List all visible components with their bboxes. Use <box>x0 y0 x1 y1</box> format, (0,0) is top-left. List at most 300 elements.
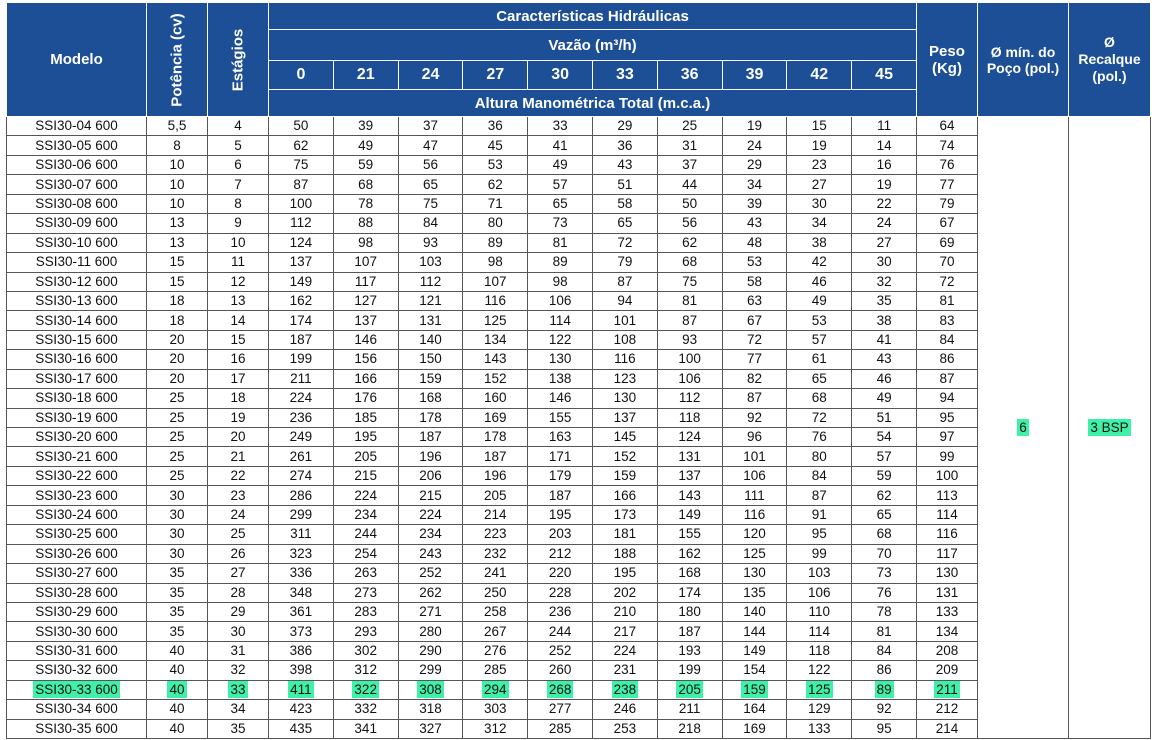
cell-altura-30: 285 <box>528 719 593 738</box>
cell-altura-27-highlight: 294 <box>484 681 507 697</box>
cell-altura-21: 98 <box>333 233 398 252</box>
cell-modelo-highlight: SSI30-33 600 <box>35 681 118 697</box>
cell-potencia: 40 <box>147 641 208 660</box>
cell-altura-27: 107 <box>463 272 528 291</box>
cell-altura-42: 106 <box>787 583 852 602</box>
cell-altura-42: 110 <box>787 602 852 621</box>
cell-altura-45: 38 <box>852 311 917 330</box>
header-recalque-line3: (pol.) <box>1092 68 1127 84</box>
cell-altura-45: 24 <box>852 214 917 233</box>
cell-potencia: 35 <box>147 602 208 621</box>
cell-altura-24: 299 <box>398 661 463 680</box>
cell-altura-39: 116 <box>722 505 787 524</box>
header-flow-0: 0 <box>269 61 334 90</box>
cell-altura-30: 228 <box>528 583 593 602</box>
cell-altura-24: 280 <box>398 622 463 641</box>
cell-altura-30: 41 <box>528 136 593 155</box>
cell-altura-36: 25 <box>657 117 722 136</box>
cell-altura-33: 188 <box>592 544 657 563</box>
cell-altura-27: 285 <box>463 661 528 680</box>
cell-peso: 97 <box>916 428 977 447</box>
cell-altura-45-highlight: 89 <box>876 681 892 697</box>
cell-altura-27: 178 <box>463 428 528 447</box>
cell-modelo: SSI30-13 600 <box>7 291 147 310</box>
cell-altura-45: 51 <box>852 408 917 427</box>
cell-modelo: SSI30-05 600 <box>7 136 147 155</box>
cell-estagios: 23 <box>208 486 269 505</box>
cell-potencia: 35 <box>147 583 208 602</box>
cell-altura-24: 243 <box>398 544 463 563</box>
cell-altura-0: 236 <box>269 408 334 427</box>
cell-altura-42: 53 <box>787 311 852 330</box>
cell-altura-45: 11 <box>852 117 917 136</box>
cell-altura-0: 87 <box>269 175 334 194</box>
cell-altura-27: 62 <box>463 175 528 194</box>
cell-altura-27: 134 <box>463 330 528 349</box>
cell-potencia: 40 <box>147 719 208 738</box>
header-potencia <box>147 3 208 117</box>
cell-altura-24: 290 <box>398 641 463 660</box>
cell-altura-45: 92 <box>852 700 917 719</box>
cell-altura-36: 199 <box>657 661 722 680</box>
cell-altura-39: 82 <box>722 369 787 388</box>
cell-altura-33 <box>592 680 657 699</box>
cell-recalque <box>1068 117 1150 739</box>
cell-altura-33: 43 <box>592 155 657 174</box>
cell-potencia: 20 <box>147 369 208 388</box>
cell-altura-45: 70 <box>852 544 917 563</box>
cell-peso: 212 <box>916 700 977 719</box>
cell-peso: 84 <box>916 330 977 349</box>
cell-altura-36: 106 <box>657 369 722 388</box>
cell-altura-0: 286 <box>269 486 334 505</box>
header-altura: Altura Manométrica Total (m.c.a.) <box>269 90 917 117</box>
cell-altura-36: 193 <box>657 641 722 660</box>
cell-altura-42: 72 <box>787 408 852 427</box>
cell-altura-24: 252 <box>398 564 463 583</box>
cell-altura-24: 131 <box>398 311 463 330</box>
cell-altura-45: 43 <box>852 350 917 369</box>
cell-altura-21: 127 <box>333 291 398 310</box>
cell-modelo: SSI30-20 600 <box>7 428 147 447</box>
cell-altura-39: 39 <box>722 194 787 213</box>
cell-altura-0: 199 <box>269 350 334 369</box>
cell-altura-33: 166 <box>592 486 657 505</box>
cell-potencia: 25 <box>147 389 208 408</box>
cell-estagios: 11 <box>208 253 269 272</box>
cell-altura-30 <box>528 680 593 699</box>
cell-altura-39: 154 <box>722 661 787 680</box>
cell-potencia: 35 <box>147 622 208 641</box>
cell-altura-21-highlight: 322 <box>354 681 377 697</box>
cell-altura-24: 234 <box>398 525 463 544</box>
cell-potencia: 25 <box>147 428 208 447</box>
cell-altura-42: 57 <box>787 330 852 349</box>
cell-altura-27: 258 <box>463 602 528 621</box>
cell-altura-36: 131 <box>657 447 722 466</box>
cell-altura-36: 37 <box>657 155 722 174</box>
cell-potencia: 13 <box>147 233 208 252</box>
cell-altura-21: 59 <box>333 155 398 174</box>
cell-altura-30: 81 <box>528 233 593 252</box>
cell-modelo: SSI30-22 600 <box>7 466 147 485</box>
cell-altura-45: 32 <box>852 272 917 291</box>
cell-altura-45: 46 <box>852 369 917 388</box>
cell-altura-24: 121 <box>398 291 463 310</box>
cell-modelo <box>7 680 147 699</box>
cell-modelo: SSI30-12 600 <box>7 272 147 291</box>
cell-altura-39: 87 <box>722 389 787 408</box>
cell-altura-24: 318 <box>398 700 463 719</box>
cell-altura-42: 49 <box>787 291 852 310</box>
cell-estagios: 27 <box>208 564 269 583</box>
cell-estagios: 19 <box>208 408 269 427</box>
cell-altura-27 <box>463 680 528 699</box>
cell-altura-45: 19 <box>852 175 917 194</box>
cell-altura-21: 117 <box>333 272 398 291</box>
cell-modelo: SSI30-17 600 <box>7 369 147 388</box>
cell-potencia: 13 <box>147 214 208 233</box>
cell-altura-36: 218 <box>657 719 722 738</box>
cell-peso: 99 <box>916 447 977 466</box>
cell-altura-36: 50 <box>657 194 722 213</box>
cell-altura-24: 93 <box>398 233 463 252</box>
cell-altura-0: 50 <box>269 117 334 136</box>
cell-altura-27: 232 <box>463 544 528 563</box>
cell-altura-0: 398 <box>269 661 334 680</box>
cell-estagios: 22 <box>208 466 269 485</box>
cell-altura-33: 51 <box>592 175 657 194</box>
cell-altura-0: 112 <box>269 214 334 233</box>
cell-altura-45: 84 <box>852 641 917 660</box>
cell-altura-39: 67 <box>722 311 787 330</box>
header-flow-30: 30 <box>528 61 593 90</box>
cell-altura-33: 253 <box>592 719 657 738</box>
cell-altura-39: 135 <box>722 583 787 602</box>
cell-altura-27: 303 <box>463 700 528 719</box>
cell-altura-24: 84 <box>398 214 463 233</box>
cell-altura-27: 80 <box>463 214 528 233</box>
cell-altura-21: 166 <box>333 369 398 388</box>
cell-altura-30: 33 <box>528 117 593 136</box>
cell-altura-21: 137 <box>333 311 398 330</box>
cell-altura-42: 19 <box>787 136 852 155</box>
cell-altura-0: 348 <box>269 583 334 602</box>
cell-altura-27: 214 <box>463 505 528 524</box>
cell-estagios: 10 <box>208 233 269 252</box>
cell-altura-21: 332 <box>333 700 398 719</box>
header-recalque-line2: Recalque <box>1078 51 1141 67</box>
cell-altura-24: 271 <box>398 602 463 621</box>
cell-altura-42: 95 <box>787 525 852 544</box>
cell-altura-30: 98 <box>528 272 593 291</box>
table-header <box>7 3 1151 117</box>
cell-potencia: 40 <box>147 700 208 719</box>
cell-altura-24 <box>398 680 463 699</box>
cell-altura-21: 88 <box>333 214 398 233</box>
cell-peso: 83 <box>916 311 977 330</box>
cell-altura-45: 62 <box>852 486 917 505</box>
cell-altura-42: 30 <box>787 194 852 213</box>
cell-modelo: SSI30-26 600 <box>7 544 147 563</box>
cell-peso: 214 <box>916 719 977 738</box>
cell-modelo: SSI30-09 600 <box>7 214 147 233</box>
cell-peso <box>916 680 977 699</box>
cell-altura-21: 302 <box>333 641 398 660</box>
cell-altura-45: 35 <box>852 291 917 310</box>
cell-altura-42: 61 <box>787 350 852 369</box>
cell-potencia: 30 <box>147 525 208 544</box>
cell-altura-39: 169 <box>722 719 787 738</box>
cell-altura-39: 96 <box>722 428 787 447</box>
cell-estagios: 29 <box>208 602 269 621</box>
cell-altura-33: 36 <box>592 136 657 155</box>
cell-modelo: SSI30-18 600 <box>7 389 147 408</box>
header-poco-line2: Poço (pol.) <box>986 59 1060 76</box>
cell-altura-45: 59 <box>852 466 917 485</box>
cell-altura-24: 103 <box>398 253 463 272</box>
cell-altura-0: 336 <box>269 564 334 583</box>
cell-altura-33: 231 <box>592 661 657 680</box>
cell-altura-39: 34 <box>722 175 787 194</box>
header-flow-36: 36 <box>657 61 722 90</box>
cell-altura-42: 118 <box>787 641 852 660</box>
cell-modelo: SSI30-35 600 <box>7 719 147 738</box>
cell-poco-min-highlight: 6 <box>1019 419 1027 435</box>
cell-modelo: SSI30-21 600 <box>7 447 147 466</box>
cell-potencia: 10 <box>147 155 208 174</box>
cell-altura-36: 187 <box>657 622 722 641</box>
cell-potencia: 25 <box>147 408 208 427</box>
cell-altura-27: 276 <box>463 641 528 660</box>
cell-altura-42: 38 <box>787 233 852 252</box>
cell-altura-24: 75 <box>398 194 463 213</box>
cell-altura-45: 65 <box>852 505 917 524</box>
cell-altura-30: 203 <box>528 525 593 544</box>
cell-modelo: SSI30-27 600 <box>7 564 147 583</box>
cell-altura-45: 49 <box>852 389 917 408</box>
cell-altura-36: 174 <box>657 583 722 602</box>
cell-altura-45: 14 <box>852 136 917 155</box>
cell-altura-21: 156 <box>333 350 398 369</box>
cell-potencia: 30 <box>147 505 208 524</box>
cell-altura-36: 56 <box>657 214 722 233</box>
cell-peso: 131 <box>916 583 977 602</box>
cell-modelo: SSI30-15 600 <box>7 330 147 349</box>
cell-altura-30: 114 <box>528 311 593 330</box>
cell-potencia: 15 <box>147 272 208 291</box>
cell-altura-21: 244 <box>333 525 398 544</box>
cell-modelo: SSI30-11 600 <box>7 253 147 272</box>
cell-altura-27: 250 <box>463 583 528 602</box>
cell-altura-39: 125 <box>722 544 787 563</box>
cell-peso: 70 <box>916 253 977 272</box>
cell-altura-42: 27 <box>787 175 852 194</box>
cell-altura-45: 16 <box>852 155 917 174</box>
cell-altura-30: 49 <box>528 155 593 174</box>
cell-altura-27: 45 <box>463 136 528 155</box>
table-row <box>7 117 1151 136</box>
cell-estagios: 30 <box>208 622 269 641</box>
cell-altura-0: 261 <box>269 447 334 466</box>
cell-altura-24: 187 <box>398 428 463 447</box>
cell-estagios: 5 <box>208 136 269 155</box>
cell-estagios: 28 <box>208 583 269 602</box>
cell-modelo: SSI30-34 600 <box>7 700 147 719</box>
cell-altura-0: 75 <box>269 155 334 174</box>
cell-altura-21: 215 <box>333 466 398 485</box>
pump-spec-table <box>6 2 1151 739</box>
header-peso-line2: (Kg) <box>931 59 962 77</box>
cell-altura-39: 130 <box>722 564 787 583</box>
header-flow-27: 27 <box>463 61 528 90</box>
cell-altura-39: 58 <box>722 272 787 291</box>
cell-altura-27: 196 <box>463 466 528 485</box>
cell-peso: 74 <box>916 136 977 155</box>
cell-altura-21: 205 <box>333 447 398 466</box>
cell-altura-24: 56 <box>398 155 463 174</box>
cell-estagios-highlight: 33 <box>230 681 246 697</box>
cell-altura-0: 386 <box>269 641 334 660</box>
cell-altura-30: 122 <box>528 330 593 349</box>
cell-altura-21: 146 <box>333 330 398 349</box>
header-estagios <box>208 3 269 117</box>
cell-potencia: 5,5 <box>147 117 208 136</box>
cell-altura-36: 75 <box>657 272 722 291</box>
cell-altura-39: 111 <box>722 486 787 505</box>
cell-altura-21 <box>333 680 398 699</box>
cell-potencia: 10 <box>147 175 208 194</box>
cell-altura-30: 220 <box>528 564 593 583</box>
cell-peso: 208 <box>916 641 977 660</box>
cell-altura-30: 260 <box>528 661 593 680</box>
cell-peso: 117 <box>916 544 977 563</box>
cell-modelo: SSI30-28 600 <box>7 583 147 602</box>
cell-peso-highlight: 211 <box>936 681 958 697</box>
header-modelo: Modelo <box>7 3 147 117</box>
cell-estagios: 8 <box>208 194 269 213</box>
cell-potencia-highlight: 40 <box>169 681 185 697</box>
cell-altura-27: 125 <box>463 311 528 330</box>
cell-altura-45: 95 <box>852 719 917 738</box>
cell-estagios: 13 <box>208 291 269 310</box>
cell-altura-39: 144 <box>722 622 787 641</box>
cell-altura-45 <box>852 680 917 699</box>
cell-altura-33: 224 <box>592 641 657 660</box>
cell-altura-39: 43 <box>722 214 787 233</box>
cell-modelo: SSI30-24 600 <box>7 505 147 524</box>
cell-modelo: SSI30-07 600 <box>7 175 147 194</box>
cell-altura-0: 162 <box>269 291 334 310</box>
cell-altura-0: 187 <box>269 330 334 349</box>
cell-altura-42: 84 <box>787 466 852 485</box>
cell-altura-33-highlight: 238 <box>613 681 637 697</box>
cell-altura-36: 68 <box>657 253 722 272</box>
cell-altura-36: 87 <box>657 311 722 330</box>
cell-altura-27: 143 <box>463 350 528 369</box>
cell-altura-39: 53 <box>722 253 787 272</box>
cell-altura-36: 143 <box>657 486 722 505</box>
cell-altura-24: 206 <box>398 466 463 485</box>
cell-altura-42: 76 <box>787 428 852 447</box>
cell-estagios: 4 <box>208 117 269 136</box>
cell-altura-36: 118 <box>657 408 722 427</box>
cell-altura-30: 57 <box>528 175 593 194</box>
cell-altura-30: 138 <box>528 369 593 388</box>
cell-altura-36: 31 <box>657 136 722 155</box>
cell-potencia: 20 <box>147 350 208 369</box>
cell-potencia: 30 <box>147 544 208 563</box>
cell-altura-24: 215 <box>398 486 463 505</box>
cell-altura-27: 98 <box>463 253 528 272</box>
cell-poco-min <box>977 117 1068 739</box>
cell-altura-42: 133 <box>787 719 852 738</box>
cell-altura-36: 168 <box>657 564 722 583</box>
cell-altura-42: 122 <box>787 661 852 680</box>
cell-altura-30: 195 <box>528 505 593 524</box>
cell-altura-30: 146 <box>528 389 593 408</box>
cell-peso: 114 <box>916 505 977 524</box>
cell-potencia: 35 <box>147 564 208 583</box>
cell-altura-45: 57 <box>852 447 917 466</box>
cell-estagios: 17 <box>208 369 269 388</box>
cell-altura-45: 78 <box>852 602 917 621</box>
cell-altura-33: 181 <box>592 525 657 544</box>
cell-altura-36: 162 <box>657 544 722 563</box>
cell-modelo: SSI30-32 600 <box>7 661 147 680</box>
cell-altura-45: 81 <box>852 622 917 641</box>
cell-estagios: 20 <box>208 428 269 447</box>
cell-modelo: SSI30-25 600 <box>7 525 147 544</box>
cell-estagios: 12 <box>208 272 269 291</box>
cell-altura-33: 58 <box>592 194 657 213</box>
cell-estagios: 32 <box>208 661 269 680</box>
cell-estagios: 24 <box>208 505 269 524</box>
cell-altura-39: 24 <box>722 136 787 155</box>
cell-altura-36: 44 <box>657 175 722 194</box>
cell-potencia: 25 <box>147 466 208 485</box>
table-body <box>7 117 1151 739</box>
header-recalque-line1: Ø <box>1104 34 1115 50</box>
cell-altura-33: 79 <box>592 253 657 272</box>
header-poco <box>977 3 1068 117</box>
cell-altura-0: 124 <box>269 233 334 252</box>
cell-altura-24: 65 <box>398 175 463 194</box>
cell-altura-30: 155 <box>528 408 593 427</box>
cell-altura-21: 254 <box>333 544 398 563</box>
cell-altura-0: 373 <box>269 622 334 641</box>
cell-altura-27: 71 <box>463 194 528 213</box>
cell-altura-39: 48 <box>722 233 787 252</box>
cell-peso: 95 <box>916 408 977 427</box>
cell-altura-42: 114 <box>787 622 852 641</box>
cell-potencia: 18 <box>147 311 208 330</box>
cell-estagios: 6 <box>208 155 269 174</box>
cell-altura-21: 39 <box>333 117 398 136</box>
header-recalque <box>1068 3 1150 117</box>
cell-altura-33: 29 <box>592 117 657 136</box>
cell-potencia: 30 <box>147 486 208 505</box>
cell-altura-39: 63 <box>722 291 787 310</box>
cell-altura-27: 187 <box>463 447 528 466</box>
cell-peso: 86 <box>916 350 977 369</box>
cell-potencia: 10 <box>147 194 208 213</box>
cell-altura-42: 129 <box>787 700 852 719</box>
cell-altura-33: 202 <box>592 583 657 602</box>
cell-altura-36: 180 <box>657 602 722 621</box>
cell-peso: 113 <box>916 486 977 505</box>
cell-estagios: 9 <box>208 214 269 233</box>
